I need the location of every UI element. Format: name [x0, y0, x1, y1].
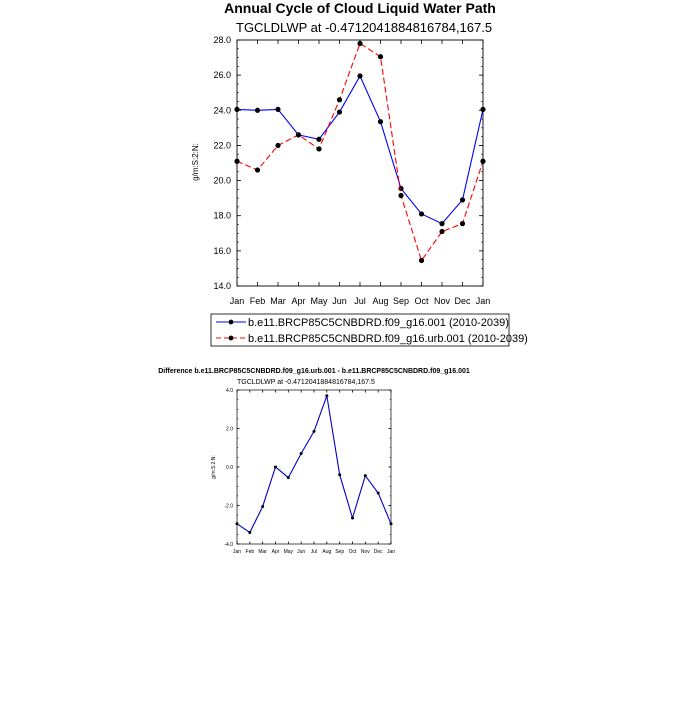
- diff-plot-area: [224, 388, 395, 555]
- main-xtick-label: Jan: [475, 296, 491, 306]
- diff-series-line-1: [237, 396, 391, 533]
- diff-xtick-label: Dec: [373, 549, 383, 555]
- legend-label-series-2: b.e11.BRCP85C5CNBDRD.f09_g16.urb.001 (2010-2039): [248, 333, 528, 345]
- main-series-2-point: [316, 146, 321, 151]
- diff-series-1-point: [248, 531, 251, 534]
- main-xtick-label: Jan: [229, 296, 245, 306]
- diff-series-1-point: [325, 394, 328, 397]
- diff-ytick-label: 0.0: [226, 465, 233, 471]
- main-xtick-label: Mar: [270, 296, 286, 306]
- main-series-2-point: [398, 193, 403, 198]
- main-series-1-point: [378, 119, 383, 124]
- diff-xtick-label: Nov: [360, 549, 370, 555]
- main-series-2-point: [439, 229, 444, 234]
- main-xtick-label: Feb: [249, 296, 266, 306]
- main-series-2-point: [234, 159, 239, 164]
- diff-xtick-label: Feb: [245, 549, 255, 555]
- diff-xtick-label: Jan: [386, 549, 396, 555]
- main-xtick-label: Aug: [372, 296, 389, 306]
- diff-xtick-label: Jan: [232, 549, 242, 555]
- legend-marker-series-2: [229, 336, 234, 341]
- main-series-1-point: [357, 73, 362, 78]
- diff-chart-ylabel: g/m:S:2:N:: [211, 455, 217, 479]
- main-xtick-label: Sep: [392, 296, 410, 306]
- diff-series-1-point: [364, 474, 367, 477]
- diff-chart-title: Difference b.e11.BRCP85C5CNBDRD.f09_g16.urb.001 - b.e11.BRCP85C5CNBDRD.f09_g16.001: [158, 368, 470, 375]
- main-xtick-label: Jun: [332, 296, 347, 306]
- diff-ytick-label: 2.0: [226, 426, 233, 433]
- main-xtick-label: May: [310, 296, 328, 306]
- main-series-1-point: [419, 211, 424, 216]
- diff-series-1-point: [313, 430, 316, 433]
- main-series-1-point: [275, 107, 280, 112]
- diff-series-1-point: [236, 522, 239, 525]
- diff-xtick-label: May: [283, 549, 294, 555]
- diff-chart-subtitle: TGCLDLWP at -0.4712041884816784,167.5: [237, 379, 375, 386]
- diff-ytick-label: 4.0: [226, 388, 233, 394]
- main-xtick-label: Jul: [354, 296, 366, 306]
- main-chart-subtitle: TGCLDLWP at -0.4712041884816784,167.5: [236, 20, 493, 35]
- diff-xtick-label: Jul: [310, 549, 318, 555]
- main-plot-area: [213, 35, 490, 306]
- main-series-1-point: [439, 221, 444, 226]
- main-series-1-point: [460, 197, 465, 202]
- main-chart-title: Annual Cycle of Cloud Liquid Water Path: [224, 0, 496, 16]
- main-chart-ylabel: g/m:S:2:N:: [191, 143, 200, 181]
- diff-xtick-label: Aug: [322, 549, 332, 555]
- legend: [211, 314, 528, 346]
- main-series-2-point: [419, 258, 424, 263]
- main-series-2-point: [357, 41, 362, 46]
- main-ytick-label: 20.0: [213, 175, 231, 186]
- main-series-1-point: [234, 107, 239, 112]
- diff-xtick-label: Oct: [348, 549, 357, 555]
- main-series-2-point: [255, 167, 260, 172]
- diff-frame: [237, 390, 391, 544]
- diff-series-1-point: [390, 522, 393, 525]
- diff-xtick-label: Apr: [271, 549, 280, 555]
- main-series-2-point: [378, 54, 383, 59]
- diff-series-1-point: [377, 491, 380, 494]
- main-ytick-label: 24.0: [213, 105, 231, 116]
- main-xtick-label: Nov: [433, 296, 451, 306]
- main-xtick-label: Apr: [291, 296, 306, 306]
- main-series-1-point: [337, 109, 342, 114]
- diff-series-1-point: [338, 473, 341, 476]
- main-ytick-label: 16.0: [213, 245, 231, 256]
- main-series-2-point: [275, 143, 280, 148]
- main-ytick-label: 26.0: [213, 70, 231, 81]
- diff-series-1-point: [261, 505, 264, 508]
- main-ytick-label: 28.0: [213, 35, 231, 45]
- main-series-2-point: [337, 97, 342, 102]
- main-series-1-point: [316, 137, 321, 142]
- main-xtick-label: Oct: [414, 296, 429, 306]
- legend-label-series-1: b.e11.BRCP85C5CNBDRD.f09_g16.001 (2010-2039): [248, 317, 509, 329]
- main-series-2-point: [296, 132, 301, 137]
- main-ytick-label: 14.0: [213, 281, 231, 291]
- main-series-1-point: [255, 108, 260, 113]
- diff-ytick-label: -2.0: [224, 503, 233, 510]
- diff-series-1-point: [300, 452, 303, 455]
- main-series-1-point: [480, 107, 485, 112]
- diff-xtick-label: Sep: [335, 549, 345, 555]
- main-xtick-label: Dec: [454, 296, 471, 306]
- diff-series-1-point: [274, 466, 277, 469]
- main-ytick-label: 22.0: [213, 140, 231, 151]
- main-series-2-point: [460, 221, 465, 226]
- diff-ytick-label: -4.0: [224, 542, 233, 548]
- diff-xtick-label: Jun: [297, 549, 306, 555]
- legend-marker-series-1: [229, 320, 234, 325]
- diff-xtick-label: Mar: [258, 549, 267, 555]
- main-series-2-point: [480, 159, 485, 164]
- diff-series-1-point: [351, 517, 354, 520]
- diff-series-1-point: [287, 476, 290, 479]
- main-ytick-label: 18.0: [213, 210, 231, 221]
